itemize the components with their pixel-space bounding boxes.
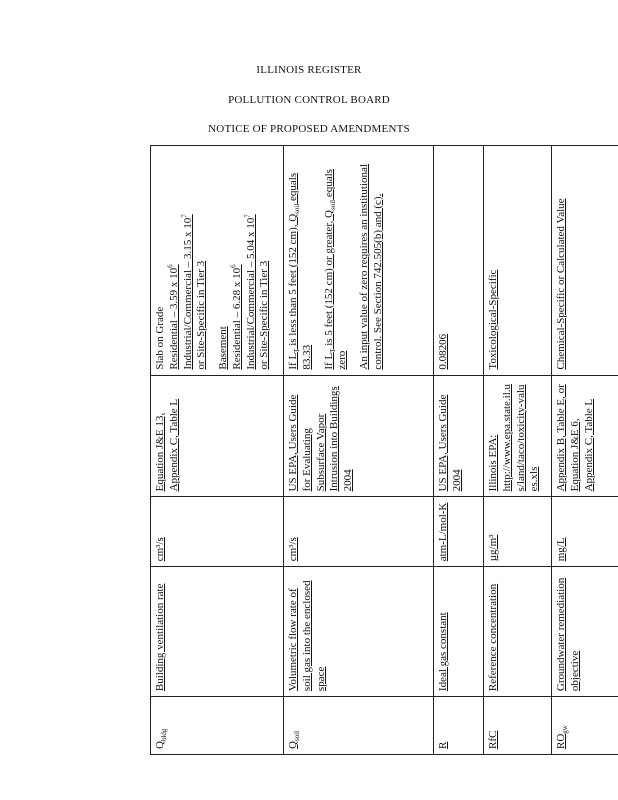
value-line: or Site-Specific in Tier 3 xyxy=(258,260,271,370)
value-line: or Site-Specific in Tier 3 xyxy=(195,260,208,370)
subscript: T xyxy=(328,348,337,353)
units-text: µg/m³ xyxy=(487,534,499,562)
source-line: Appendix B, Table E, or xyxy=(555,384,567,492)
source-cell xyxy=(434,375,484,497)
symbol-text: RfC xyxy=(487,730,499,749)
subscript: soil xyxy=(293,203,302,214)
exponent: 7 xyxy=(179,214,188,218)
rotated-table-inner xyxy=(150,145,595,755)
source-cell xyxy=(151,375,284,497)
source-text: US EPA, Users Guide for Evaluating Subsurface Vapor Intrusion into Buildings 2004 xyxy=(287,386,354,492)
source-cell xyxy=(552,375,618,497)
value-cell xyxy=(284,146,434,376)
symbol-cell xyxy=(284,697,434,755)
description-text: Ideal gas constant xyxy=(437,612,449,692)
value-text: is less than 5 feet (152 cm), Q xyxy=(287,213,299,349)
value-text: If L xyxy=(287,352,299,370)
symbol-cell xyxy=(552,697,618,755)
source-cell xyxy=(284,375,434,497)
units-cell xyxy=(284,497,434,567)
table-row-rfc xyxy=(484,146,552,755)
units-text: cm³/s xyxy=(287,537,299,562)
units-text: cm³/s xyxy=(154,537,166,562)
table-row-r xyxy=(434,146,484,755)
units-text: atm-L/mol-K xyxy=(437,502,449,562)
value-cell xyxy=(484,146,552,376)
rotated-table-container xyxy=(150,145,595,755)
value-line: Industrial/Commercial – 3.15 x 10 xyxy=(181,217,194,370)
source-line: Appendix C, Table L xyxy=(582,398,595,492)
source-line: Appendix C, Table L xyxy=(167,398,180,492)
value-text: is 5 feet (152 cm) or greater, Q xyxy=(322,210,335,349)
value-text: An input value of zero requires an institutional control. See Section 742.505(b) and (c). xyxy=(358,164,384,370)
value-text: equals zero xyxy=(322,169,349,370)
exponent: 7 xyxy=(242,214,251,218)
value-line: Industrial/Commercial – 5.04 x 10 xyxy=(244,217,257,370)
value-cell xyxy=(552,146,618,376)
units-cell xyxy=(484,497,552,567)
subscript: soil xyxy=(328,199,337,211)
symbol-subscript: bldg xyxy=(160,728,169,742)
symbol-text: Q xyxy=(154,741,166,749)
value-line: Residential – 3.59 x 10 xyxy=(167,267,180,370)
source-line: Equation J&E 13, xyxy=(154,412,166,492)
source-line: Equation J&E 6, xyxy=(568,418,581,492)
source-cell xyxy=(484,375,552,497)
value-cell xyxy=(151,146,284,376)
value-cell xyxy=(434,146,484,376)
board-title: POLLUTION CONTROL BOARD xyxy=(228,94,390,106)
parameters-table xyxy=(150,145,618,755)
exponent: 6 xyxy=(229,264,238,268)
value-text: If L xyxy=(322,352,335,370)
description-cell xyxy=(484,567,552,697)
symbol-subscript: gw xyxy=(561,725,570,734)
value-line: Slab on Grade xyxy=(154,306,166,370)
units-cell xyxy=(151,497,284,567)
description-text: Building ventilation rate xyxy=(154,583,166,692)
description-text: Volumetric flow rate of soil gas into the enclosed space xyxy=(287,580,327,692)
description-cell xyxy=(151,567,284,697)
value-line: Basement xyxy=(217,326,229,370)
symbol-text: R xyxy=(437,741,449,749)
source-text: US EPA, Users Guide 2004 xyxy=(437,394,463,492)
value-line: Residential – 6.28 x 10 xyxy=(230,267,243,370)
symbol-text: Q xyxy=(287,741,299,749)
source-line: Illinois EPA: xyxy=(487,434,499,492)
symbol-cell xyxy=(434,697,484,755)
value-text: 0.08206 xyxy=(437,333,449,370)
description-cell xyxy=(284,567,434,697)
symbol-text: RO xyxy=(555,733,567,749)
value-text: Chemical-Specific or Calculated Value xyxy=(555,198,567,370)
table-row-q-building xyxy=(151,146,284,755)
units-cell xyxy=(552,497,618,567)
source-url: http://www.epa.state.il.us/land/taco/toxicity-values.xls xyxy=(500,383,541,492)
exponent: 6 xyxy=(166,264,175,268)
symbol-cell xyxy=(151,697,284,755)
subscript: T xyxy=(293,348,302,353)
register-title: ILLINOIS REGISTER xyxy=(256,64,362,76)
value-text: equals 83.33 xyxy=(287,172,313,370)
table-row-ro-gw xyxy=(552,146,618,755)
units-cell xyxy=(434,497,484,567)
description-text: Reference concentration xyxy=(487,583,499,692)
symbol-subscript: soil xyxy=(293,730,302,742)
description-cell xyxy=(552,567,618,697)
table-row-q-soil xyxy=(284,146,434,755)
units-text: mg/L xyxy=(555,537,567,562)
symbol-cell xyxy=(484,697,552,755)
value-text: Toxicological-Specific xyxy=(487,269,499,370)
description-text: Groundwater remediation objective xyxy=(555,577,581,692)
description-cell xyxy=(434,567,484,697)
notice-title: NOTICE OF PROPOSED AMENDMENTS xyxy=(208,123,410,135)
